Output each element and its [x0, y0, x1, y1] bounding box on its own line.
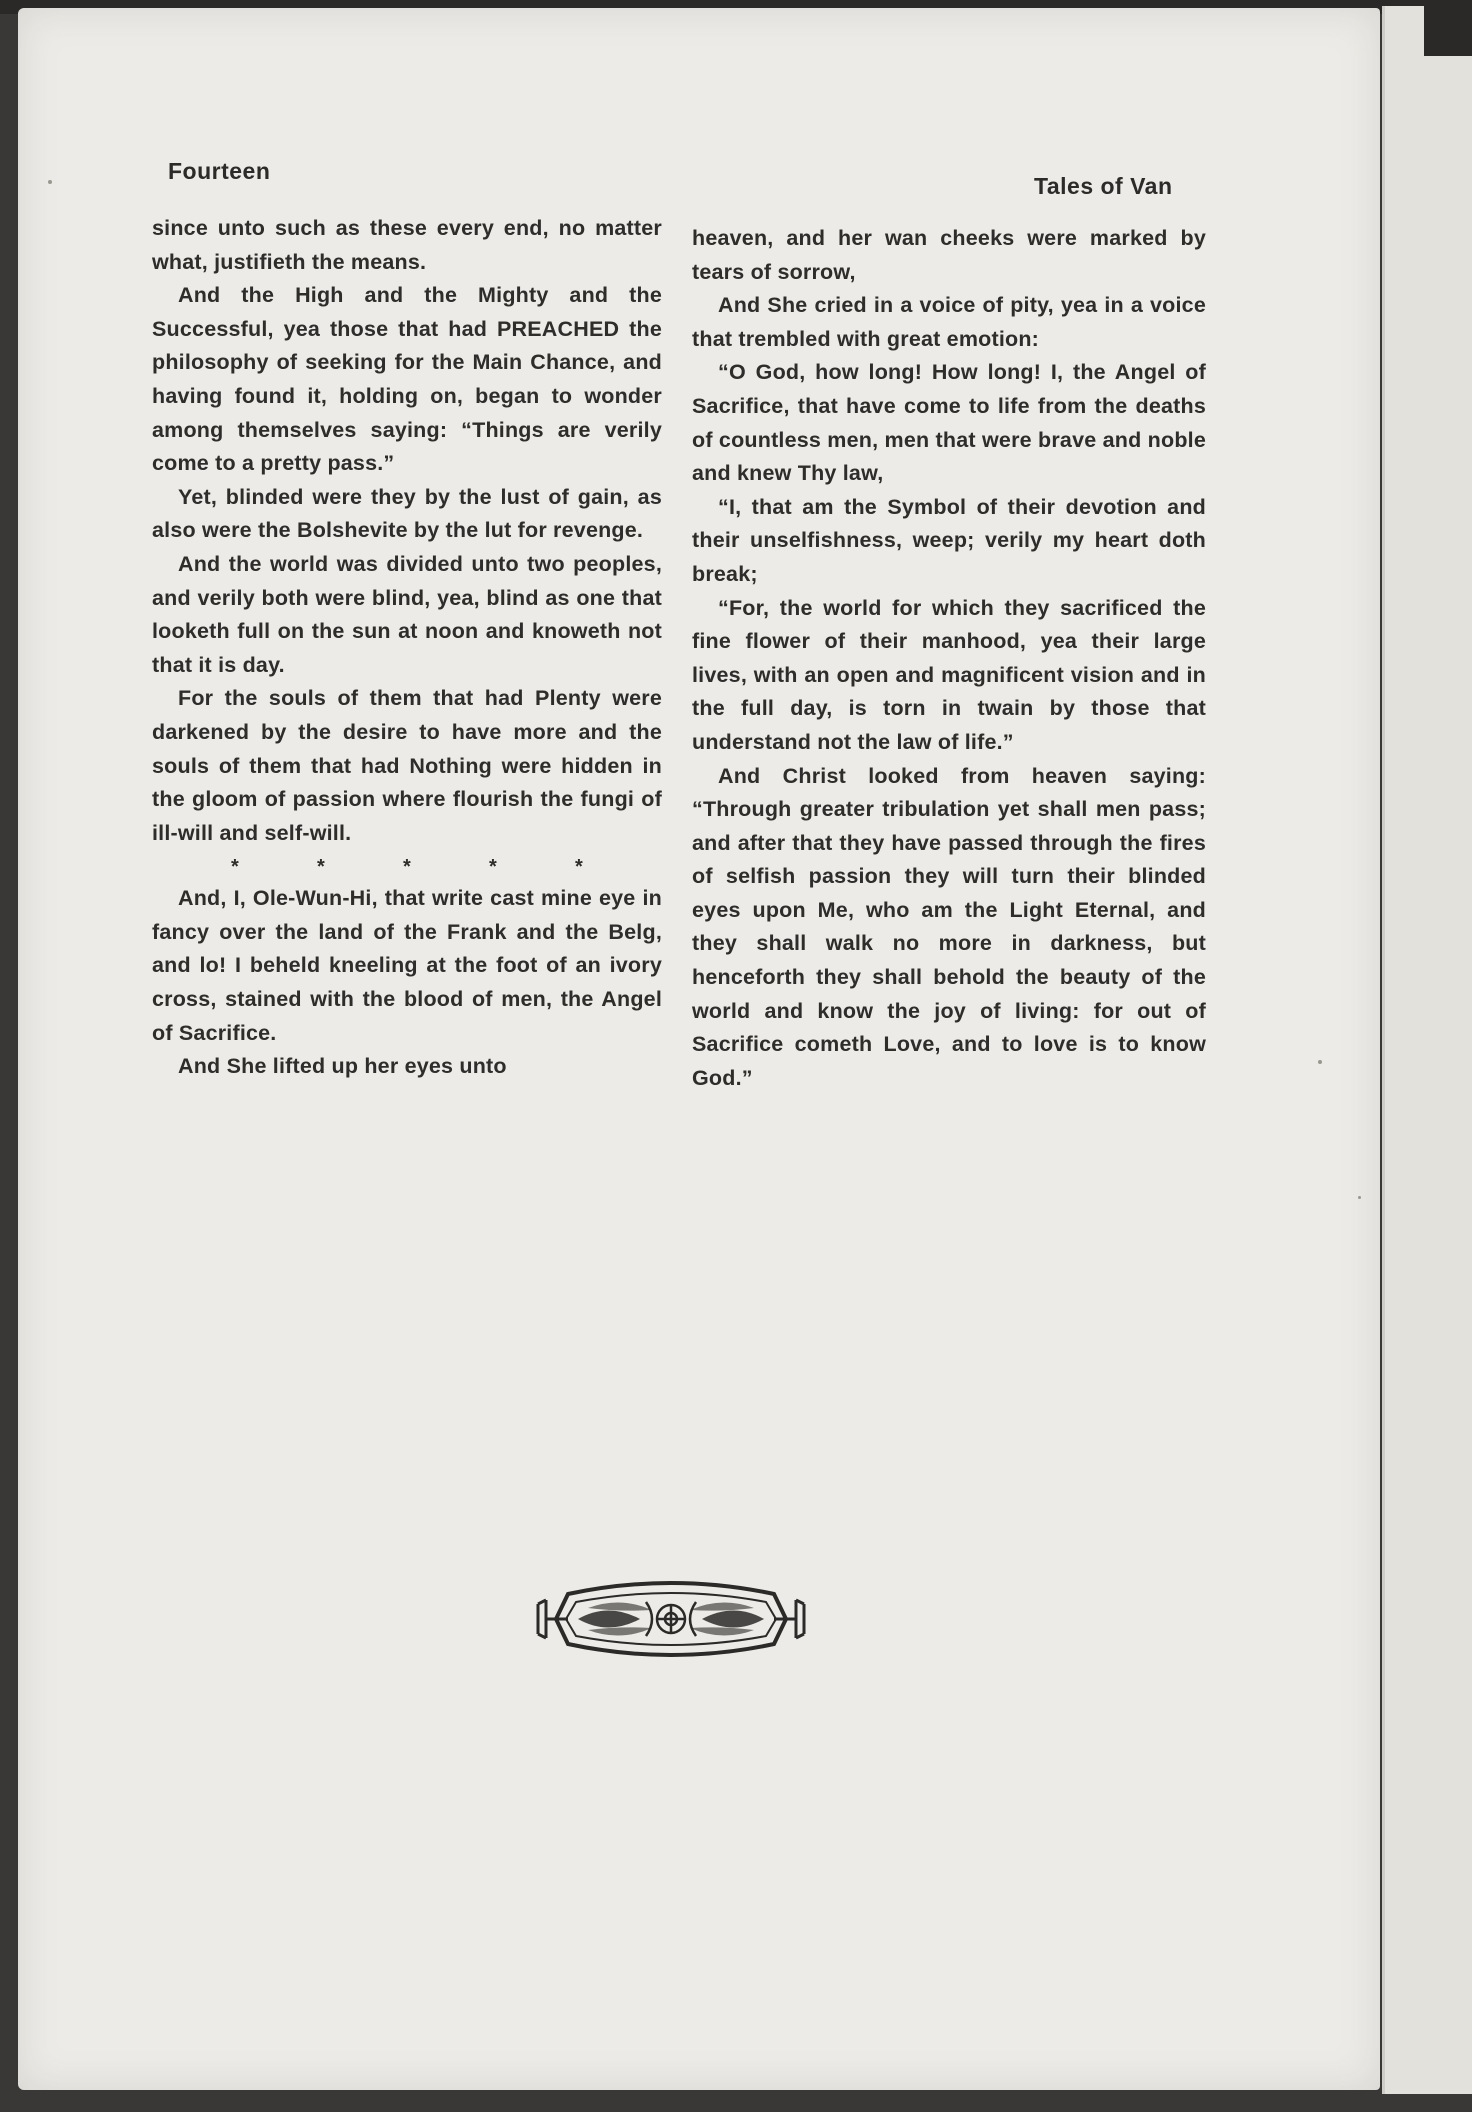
- paragraph: “For, the world for which they sacrificed the fine flower of their manhood, yea their large lives, with an open and magnificent vision and in the full day, is torn in twain by those that understand not the law of life.”: [692, 595, 1206, 754]
- paragraph: And, I, Ole-Wun-Hi, that write cast mine eye in fancy over the land of the Frank and the Belg, and lo! I beheld kneeling at the foot of an ivory cross, stained with the blood of men, the Angel of Sacrifice.: [152, 886, 662, 1045]
- paragraph: Yet, blinded were they by the lust of gain, as also were the Bolshevite by the lut for revenge.: [152, 484, 662, 543]
- paragraph: And She lifted up her eyes unto: [178, 1054, 507, 1079]
- left-text-column: [152, 212, 662, 1084]
- right-text-column: [692, 222, 1206, 1095]
- paragraph: since unto such as these every end, no matter what, justifieth the means.: [152, 216, 662, 274]
- paragraph: And the world was divided unto two peoples, and verily both were blind, yea, blind as one that looketh full on the sun at noon and knoweth not that it is day.: [152, 551, 662, 677]
- scan-background-corner: [1424, 0, 1472, 56]
- paragraph: “O God, how long! How long! I, the Angel of Sacrifice, that have come to life from the deaths of countless men, men that were brave and noble and knew Thy law,: [692, 360, 1206, 486]
- paragraph: And She cried in a voice of pity, yea in a voice that trembled with great emotion:: [692, 293, 1206, 351]
- section-separator: [152, 850, 662, 882]
- adjacent-page-edge: [1382, 6, 1472, 2094]
- separator-asterisk: *: [317, 856, 325, 879]
- paragraph: “I, that am the Symbol of their devotion and their unselfishness, weep; verily my heart doth break;: [692, 494, 1206, 586]
- paper-speck: [48, 180, 52, 184]
- decorative-tailpiece-ornament-icon: [528, 1574, 814, 1664]
- separator-asterisk: *: [575, 856, 583, 879]
- running-title-header: Tales of Van: [1034, 173, 1173, 199]
- page-number-header: Fourteen: [168, 158, 271, 184]
- paper-speck: [1318, 1060, 1322, 1064]
- separator-asterisk: *: [489, 856, 497, 879]
- paragraph: And the High and the Mighty and the Successful, yea those that had PREACHED the philosophy of seeking for the Main Chance, and having found it, holding on, began to wonder among themselves saying: “Things are verily come to a pretty pass.”: [152, 283, 662, 476]
- paragraph: For the souls of them that had Plenty were darkened by the desire to have more and the souls of them that had Nothing were hidden in the gloom of passion where flourish the fungi of ill-will and self-will.: [152, 686, 662, 845]
- paragraph: heaven, and her wan cheeks were marked by tears of sorrow,: [692, 226, 1206, 284]
- separator-asterisk: *: [231, 856, 239, 879]
- paragraph: And Christ looked from heaven saying: “Through greater tribulation yet shall men pass; and after that they have passed through the fires of selfish passion they will turn their blinded eyes upon Me, who am the Light Eternal, and they shall walk no more in darkness, but henceforth they shall behold the beauty of the world and know the joy of living: for out of Sacrifice cometh Love, and to love is to know God.”: [692, 763, 1206, 1090]
- paper-speck: [1358, 1196, 1361, 1199]
- separator-asterisk: *: [403, 856, 411, 879]
